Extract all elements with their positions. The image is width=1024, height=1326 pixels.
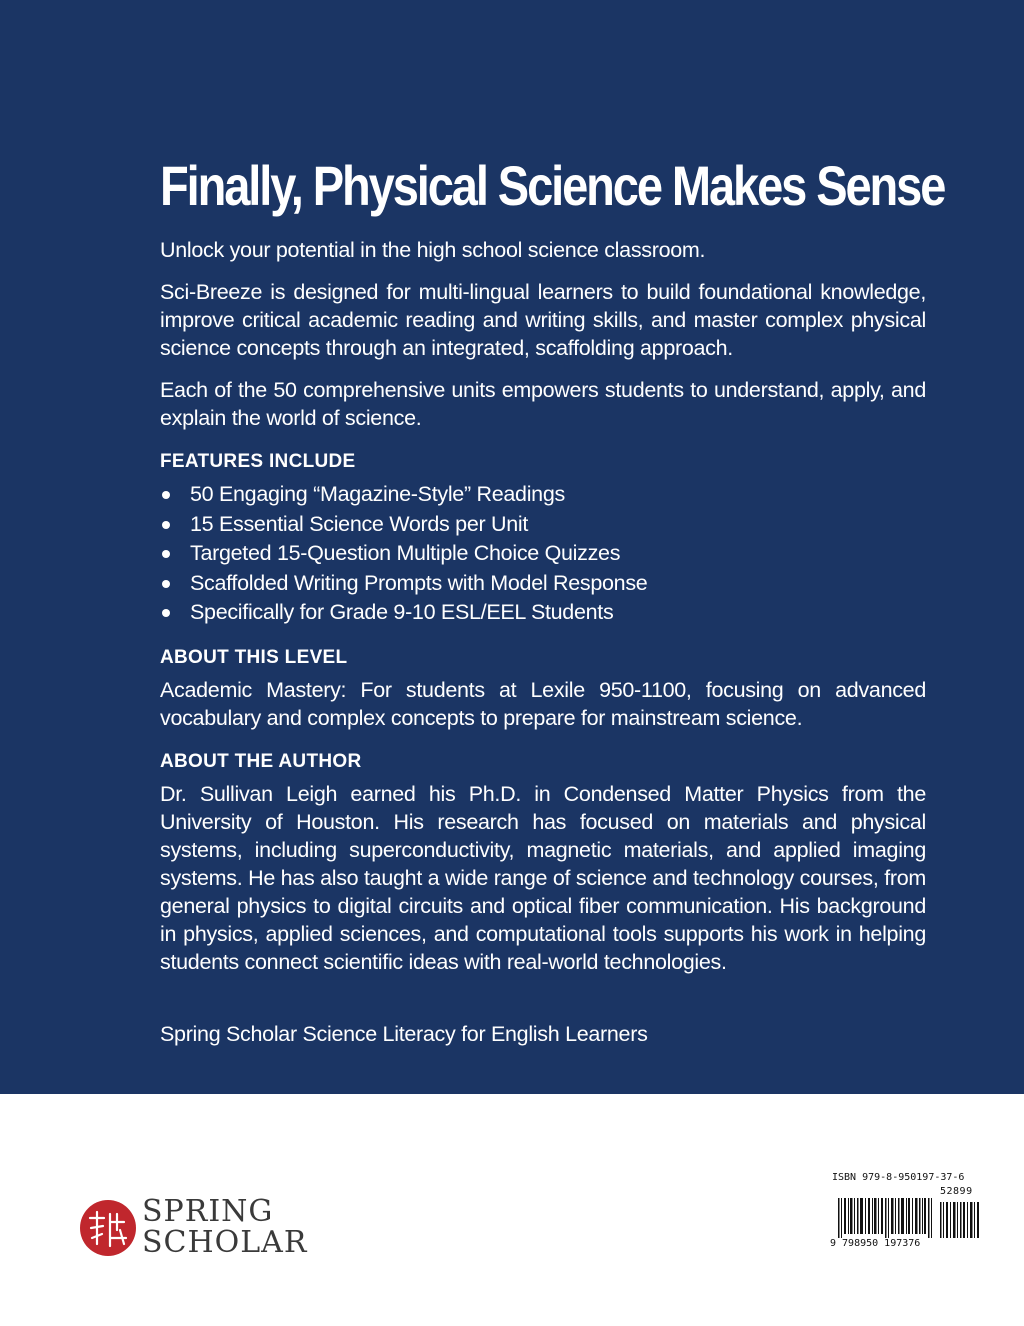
feature-item-label: Specifically for Grade 9-10 ESL/EEL Students <box>190 600 614 625</box>
barcode-digits: 9 798950 197376 <box>830 1238 921 1249</box>
barcode-bars <box>830 1198 982 1238</box>
cover-intro: Sci-Breeze is designed for multi-lingual learners to build foundational knowledge, improve critical academic reading and writing skills, and master complex physical science concepts through an integrated, scaffolding approach. <box>160 280 926 360</box>
isbn-barcode <box>830 1172 982 1254</box>
price-addon: 52899 <box>940 1186 973 1197</box>
bullet-icon <box>162 550 170 558</box>
cover-content <box>160 150 945 1048</box>
level-heading: ABOUT THIS LEVEL <box>160 646 348 668</box>
feature-item <box>160 510 926 540</box>
cover-tagline: Unlock your potential in the high school science classroom. <box>160 238 706 262</box>
features-list <box>160 480 926 628</box>
author-bio: Dr. Sullivan Leigh earned his Ph.D. in Condensed Matter Physics from the University of Houston. His research has focused on materials and physical systems, including superconductivity, magnetic materials, and applied imaging systems. He has also taught a wide range of science and technology courses, from general physics to digital circuits and optical fiber communication. His background in physics, applied sciences, and computational tools supports his work in helping students connect scientific ideas with real-world technologies. <box>160 781 926 974</box>
isbn-label: ISBN 979-8-950197-37-6 <box>832 1172 965 1183</box>
bullet-icon <box>162 580 170 588</box>
feature-item <box>160 480 926 510</box>
author-heading: ABOUT THE AUTHOR <box>160 750 362 772</box>
seal-icon <box>80 1200 136 1256</box>
publisher-name-line1: SPRING <box>142 1194 274 1229</box>
cover-title: Finally, Physical Science Makes Sense <box>160 154 945 217</box>
bullet-icon <box>162 521 170 529</box>
features-heading: FEATURES INCLUDE <box>160 451 356 472</box>
level-text: Academic Mastery: For students at Lexile 950-1100, focusing on advanced vocabulary and complex concepts to prepare for mainstream science. <box>160 677 926 730</box>
feature-item <box>160 539 926 569</box>
feature-item-label: 50 Engaging “Magazine-Style” Readings <box>190 482 565 506</box>
cover-units: Each of the 50 comprehensive units empowers students to understand, apply, and explain the world of science. <box>160 378 926 430</box>
feature-item <box>160 598 926 628</box>
publisher-name-line2: SCHOLAR <box>142 1225 308 1260</box>
feature-item-label: Scaffolded Writing Prompts with Model Response <box>190 570 648 595</box>
feature-item-label: Targeted 15-Question Multiple Choice Quizzes <box>190 541 621 566</box>
bullet-icon <box>162 609 170 617</box>
series-line: Spring Scholar Science Literacy for English Learners <box>160 1021 648 1046</box>
feature-item-label: 15 Essential Science Words per Unit <box>190 511 529 536</box>
feature-item <box>160 569 926 599</box>
bullet-icon <box>162 491 170 499</box>
